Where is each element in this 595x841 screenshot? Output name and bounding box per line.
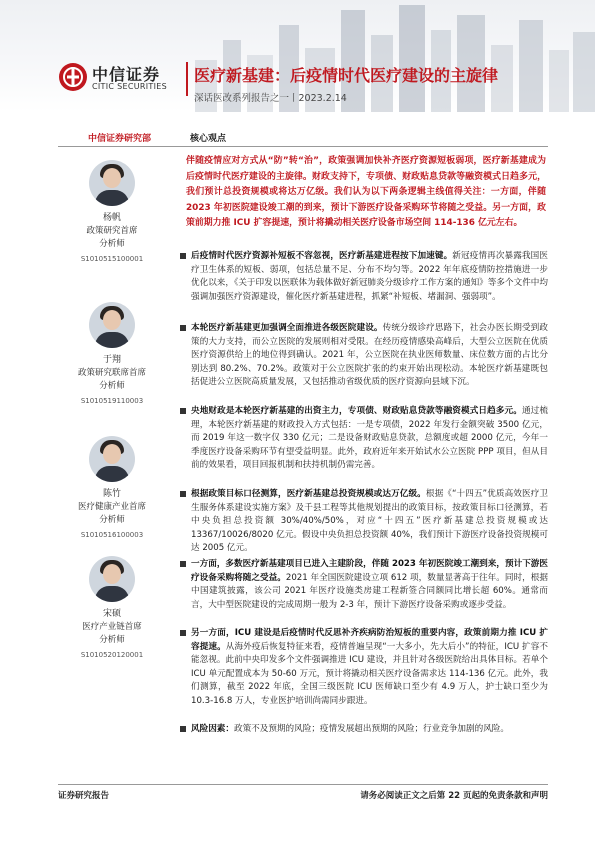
summary-paragraph: 伴随疫情应对方式从“防”转“治”，政策强调加快补齐医疗资源短板弱项，医疗新基建成为后疫情时代医疗建设的主旋律。财政支持下，专项债、财政贴息贷款等融资模式日趋多元，我们预计总投资规模或将达万亿级。我们认为以下两条逻辑主线值得关注：一方面，伴随 2023 年初医院建设竣工潮的到来，预计下游医疗设备采购环节将随之受益。另一方面，政策前期力推 ICU 扩容提速，预计将撬动相关医疗设备市场空间 114-136 亿元左右。	[186, 156, 546, 229]
analyst-id: S1010515100001	[80, 255, 144, 263]
bullet-lead: 后疫情时代医疗资源补短板不容忽视，医疗新基建进程按下加速键。	[191, 251, 453, 261]
avatar	[89, 556, 135, 602]
analyst-role: 分析师	[99, 515, 125, 525]
header-divider	[58, 146, 548, 147]
bullet-body: 根据《“十四五”优质高效医疗卫生服务体系建设实施方案》及千县工程等其他规划提出的政策目标，按政策目标口径测算，若中央负担总投资额 30%/40%/50%，对应“十四五”医疗新基建总投资规模或达 13367/10026/8020 亿元。假设中央负担总投资额 40%，我们预计下游医疗设备投资规模可达 2005 亿元。	[191, 489, 548, 554]
research-dept-heading: 中信证券研究部	[88, 134, 152, 144]
analyst-role: 分析师	[99, 381, 125, 391]
report-subtitle: 深话医改系列报告之一丨2023.2.14	[194, 93, 347, 104]
analyst-name: 杨帆	[102, 213, 121, 223]
avatar	[89, 436, 135, 482]
bullet-square-icon	[180, 408, 186, 414]
list-item	[180, 558, 548, 612]
analyst-card	[58, 436, 166, 542]
analyst-role: 政策研究首席	[86, 226, 138, 236]
bullet-lead: 另一方面，ICU 建设是后疫情时代反思补齐疾病防治短板的重要内容，政策前期力推 ICU 扩容提速。	[191, 628, 548, 652]
list-item	[180, 723, 548, 737]
bullet-body: 政策不及预期的风险；疫情发展超出预期的风险；行业竞争加剧的风险。	[233, 724, 509, 734]
bullet-lead: 本轮医疗新基建更加强调全面推进各级医院建设。	[191, 323, 383, 333]
list-item	[180, 405, 548, 473]
bullet-body: 传统分级诊疗思路下，社会办医长期受到政策的大力支持，而公立医院的发展则相对受限。在经历疫情感染高峰后，大型公立医院在优质医疗资源供给上的地位得到确认。2021 年，公立医院在执业医师数量、床位数方面的占比分别达到 80.2%、70.2%。政策对于公立医院扩张的约束开始出现松动。本轮医疗新基建既包括促进公立医院高质量发展，又包括推动省级优质的医疗资源向县域下沉。	[191, 323, 548, 388]
core-views-heading: 核心观点	[190, 134, 227, 144]
list-item	[180, 322, 548, 390]
analyst-id: S1010516100003	[80, 531, 144, 539]
report-title: 医疗新基建：后疫情时代医疗建设的主旋律	[194, 66, 499, 85]
avatar	[89, 160, 135, 206]
analyst-card	[58, 556, 166, 662]
analyst-card	[58, 160, 166, 266]
analyst-role: 分析师	[99, 635, 125, 645]
analyst-id: S1010519110003	[80, 397, 144, 405]
bullet-body: 从海外疫后恢复特征来看，疫情普遍呈现“一大多小，先大后小”的特征，ICU 扩容不能忽视。此前中央印发多个文件强调推进 ICU 建设，并且针对各级医院给出具体目标。若单个 ICU 单元配置成本为 50-60 万元，预计将撬动相关医疗设备需求达 114-136 亿元。此外，我们测算，截至 2022 年底，全国三级医院 ICU 医师缺口至少有 4.9 万人，护士缺口至少为 10.3-16.8 万人，专业医护培训尚需同步跟进。	[191, 641, 548, 706]
analyst-name: 于翔	[102, 355, 121, 365]
disclaimer-note: 请务必阅读正文之后第 22 页起的免责条款和声明	[360, 791, 548, 801]
bullet-square-icon	[180, 325, 186, 331]
analyst-name: 宋硕	[102, 609, 121, 619]
bullet-body: 通过梳理，本轮医疗新基建的财政投入方式包括：一是专项债，2022 年发行金额突破 3500 亿元，而 2019 年这一数字仅 330 亿元；二是设备财政贴息贷款，总额度或超 2000 亿元，今年一季度医疗设备采购环节有望受益明显。此外，政府近年来开始试水公立医院 PPP 项目，但从目前的效果看，项目回报机制和扶持机制仍需完善。	[191, 406, 548, 471]
bullet-body: 新冠疫情再次暴露我国医疗卫生体系的短板、弱项，包括总量不足、分布不均匀等。2022 年年底疫情防控措施进一步优化以来，《关于印发以医联体为载体做好新冠肺炎分级诊疗工作方案的通知》等多个文件中均强调加强医疗资源建设，催化医疗新基建进程，抓紧“补短板、堵漏洞、强弱项”。	[191, 251, 548, 302]
title-rule	[186, 62, 188, 96]
bullet-lead: 一方面，多数医疗新基建项目已进入主建阶段，伴随 2023 年初医院竣工潮到来，预计下游医疗设备采购将随之受益。	[191, 559, 548, 583]
analyst-role: 医疗健康产业首席	[77, 502, 146, 512]
bullet-body: 2021 年全国医院建设立项 612 项，数量显著高于往年。同时，根据中国建筑披露，该公司 2021 年医疗设施类房建工程新签合同额同比增长超 60%。通常而言，大中型医院建设的完成周期一般为 2-3 年，预计下游医疗设备采购或逐步受益。	[191, 572, 548, 610]
analyst-card	[58, 302, 166, 408]
bullet-square-icon	[180, 253, 186, 259]
bullet-square-icon	[180, 561, 186, 567]
brand-name-en: CITIC SECURITIES	[92, 82, 167, 91]
list-item	[180, 250, 548, 304]
bullet-lead: 风险因素：	[191, 724, 234, 734]
analyst-id: S1010520120001	[80, 651, 144, 659]
analyst-role: 医疗产业链首席	[82, 622, 142, 632]
citic-logo-icon	[58, 62, 88, 92]
bullet-square-icon	[180, 630, 186, 636]
analyst-role: 分析师	[99, 239, 125, 249]
list-item	[180, 627, 548, 709]
bullet-lead: 央地财政是本轮医疗新基建的出资主力，专项债、财政贴息贷款等融资模式日趋多元。	[191, 406, 522, 416]
analyst-role: 政策研究联席首席	[77, 368, 146, 378]
bullet-square-icon	[180, 726, 186, 732]
footer-divider	[58, 784, 548, 785]
bullet-square-icon	[180, 491, 186, 497]
avatar	[89, 302, 135, 348]
analyst-name: 陈竹	[102, 489, 121, 499]
bullet-lead: 根据政策目标口径测算，医疗新基建总投资规模或达万亿级。	[191, 489, 426, 499]
footer-label: 证券研究报告	[58, 791, 110, 801]
list-item	[180, 488, 548, 556]
brand-name-cn: 中信证券	[92, 65, 161, 84]
